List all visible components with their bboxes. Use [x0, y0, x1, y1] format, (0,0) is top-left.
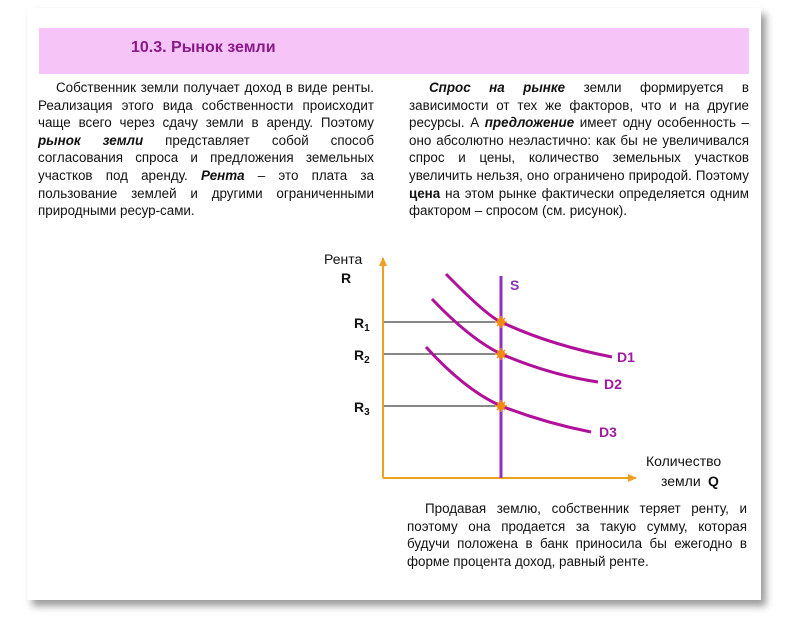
x-axis-label-2: земли — [661, 473, 701, 489]
equilibrium-point-3 — [495, 400, 507, 412]
text-run: имеет одну особенность – оно абсолютно неэластично: как бы не увеличивался спрос и цены, количество земельных участков увеличить нельзя, оно ограничено природой. Поэтому — [409, 115, 749, 183]
demand-curve-d1 — [446, 274, 612, 357]
y-axis-label: Рента — [324, 251, 363, 267]
rent-label-r2: $R_2$ — [354, 347, 370, 366]
demand-label-d1: D1 — [617, 349, 635, 365]
text-run: представляет собой способ согласования спроса и предложения земельных участков под аренду. — [38, 132, 374, 183]
page-title: 10.3. Рынок земли — [131, 39, 276, 56]
demand-label-d3: D3 — [599, 424, 617, 440]
x-axis-label: Количество — [646, 453, 722, 469]
rent-label-r1: $R_1$ — [354, 315, 370, 334]
term-rent: Рента — [200, 167, 245, 183]
equilibrium-point-1 — [495, 316, 507, 328]
text-run: на этом рынке фактически определяется одним фактором – спросом (см. рисунок). — [409, 185, 749, 219]
supply-label: S — [510, 277, 520, 293]
text-run: земли формируется в зависимости от тех же факторов, что и на другие ресурсы. А — [409, 80, 749, 131]
term-price: цена — [409, 185, 441, 201]
term-demand: Спрос на рынке — [429, 80, 566, 95]
rent-label-r3: $R_3$ — [354, 399, 370, 418]
term-land-market: рынок земли — [38, 132, 144, 148]
equilibrium-point-2 — [495, 348, 507, 360]
text-run: Собственник земли получает доход в виде ренты. Реализация этого вида собственности происходит чаще всего через сдачу земли в аренду. Поэтому — [38, 80, 374, 131]
demand-label-d2: D2 — [604, 376, 622, 392]
y-axis-symbol: R — [341, 270, 352, 286]
demand-curve-d2 — [432, 299, 598, 382]
term-supply: предложение — [484, 115, 575, 131]
x-axis-symbol: Q — [708, 473, 719, 489]
demand-curve-d3 — [426, 347, 591, 432]
bottom-text: Продавая землю, собственник теряет ренту, и поэтому она продается за такую сумму, которая будучи положена в банк приносила бы ежегодно в форме процента доход, равный ренте. — [407, 501, 747, 569]
text-run: – это плата за пользование землей и другими ограниченными природными ресур-сами. — [38, 167, 374, 219]
